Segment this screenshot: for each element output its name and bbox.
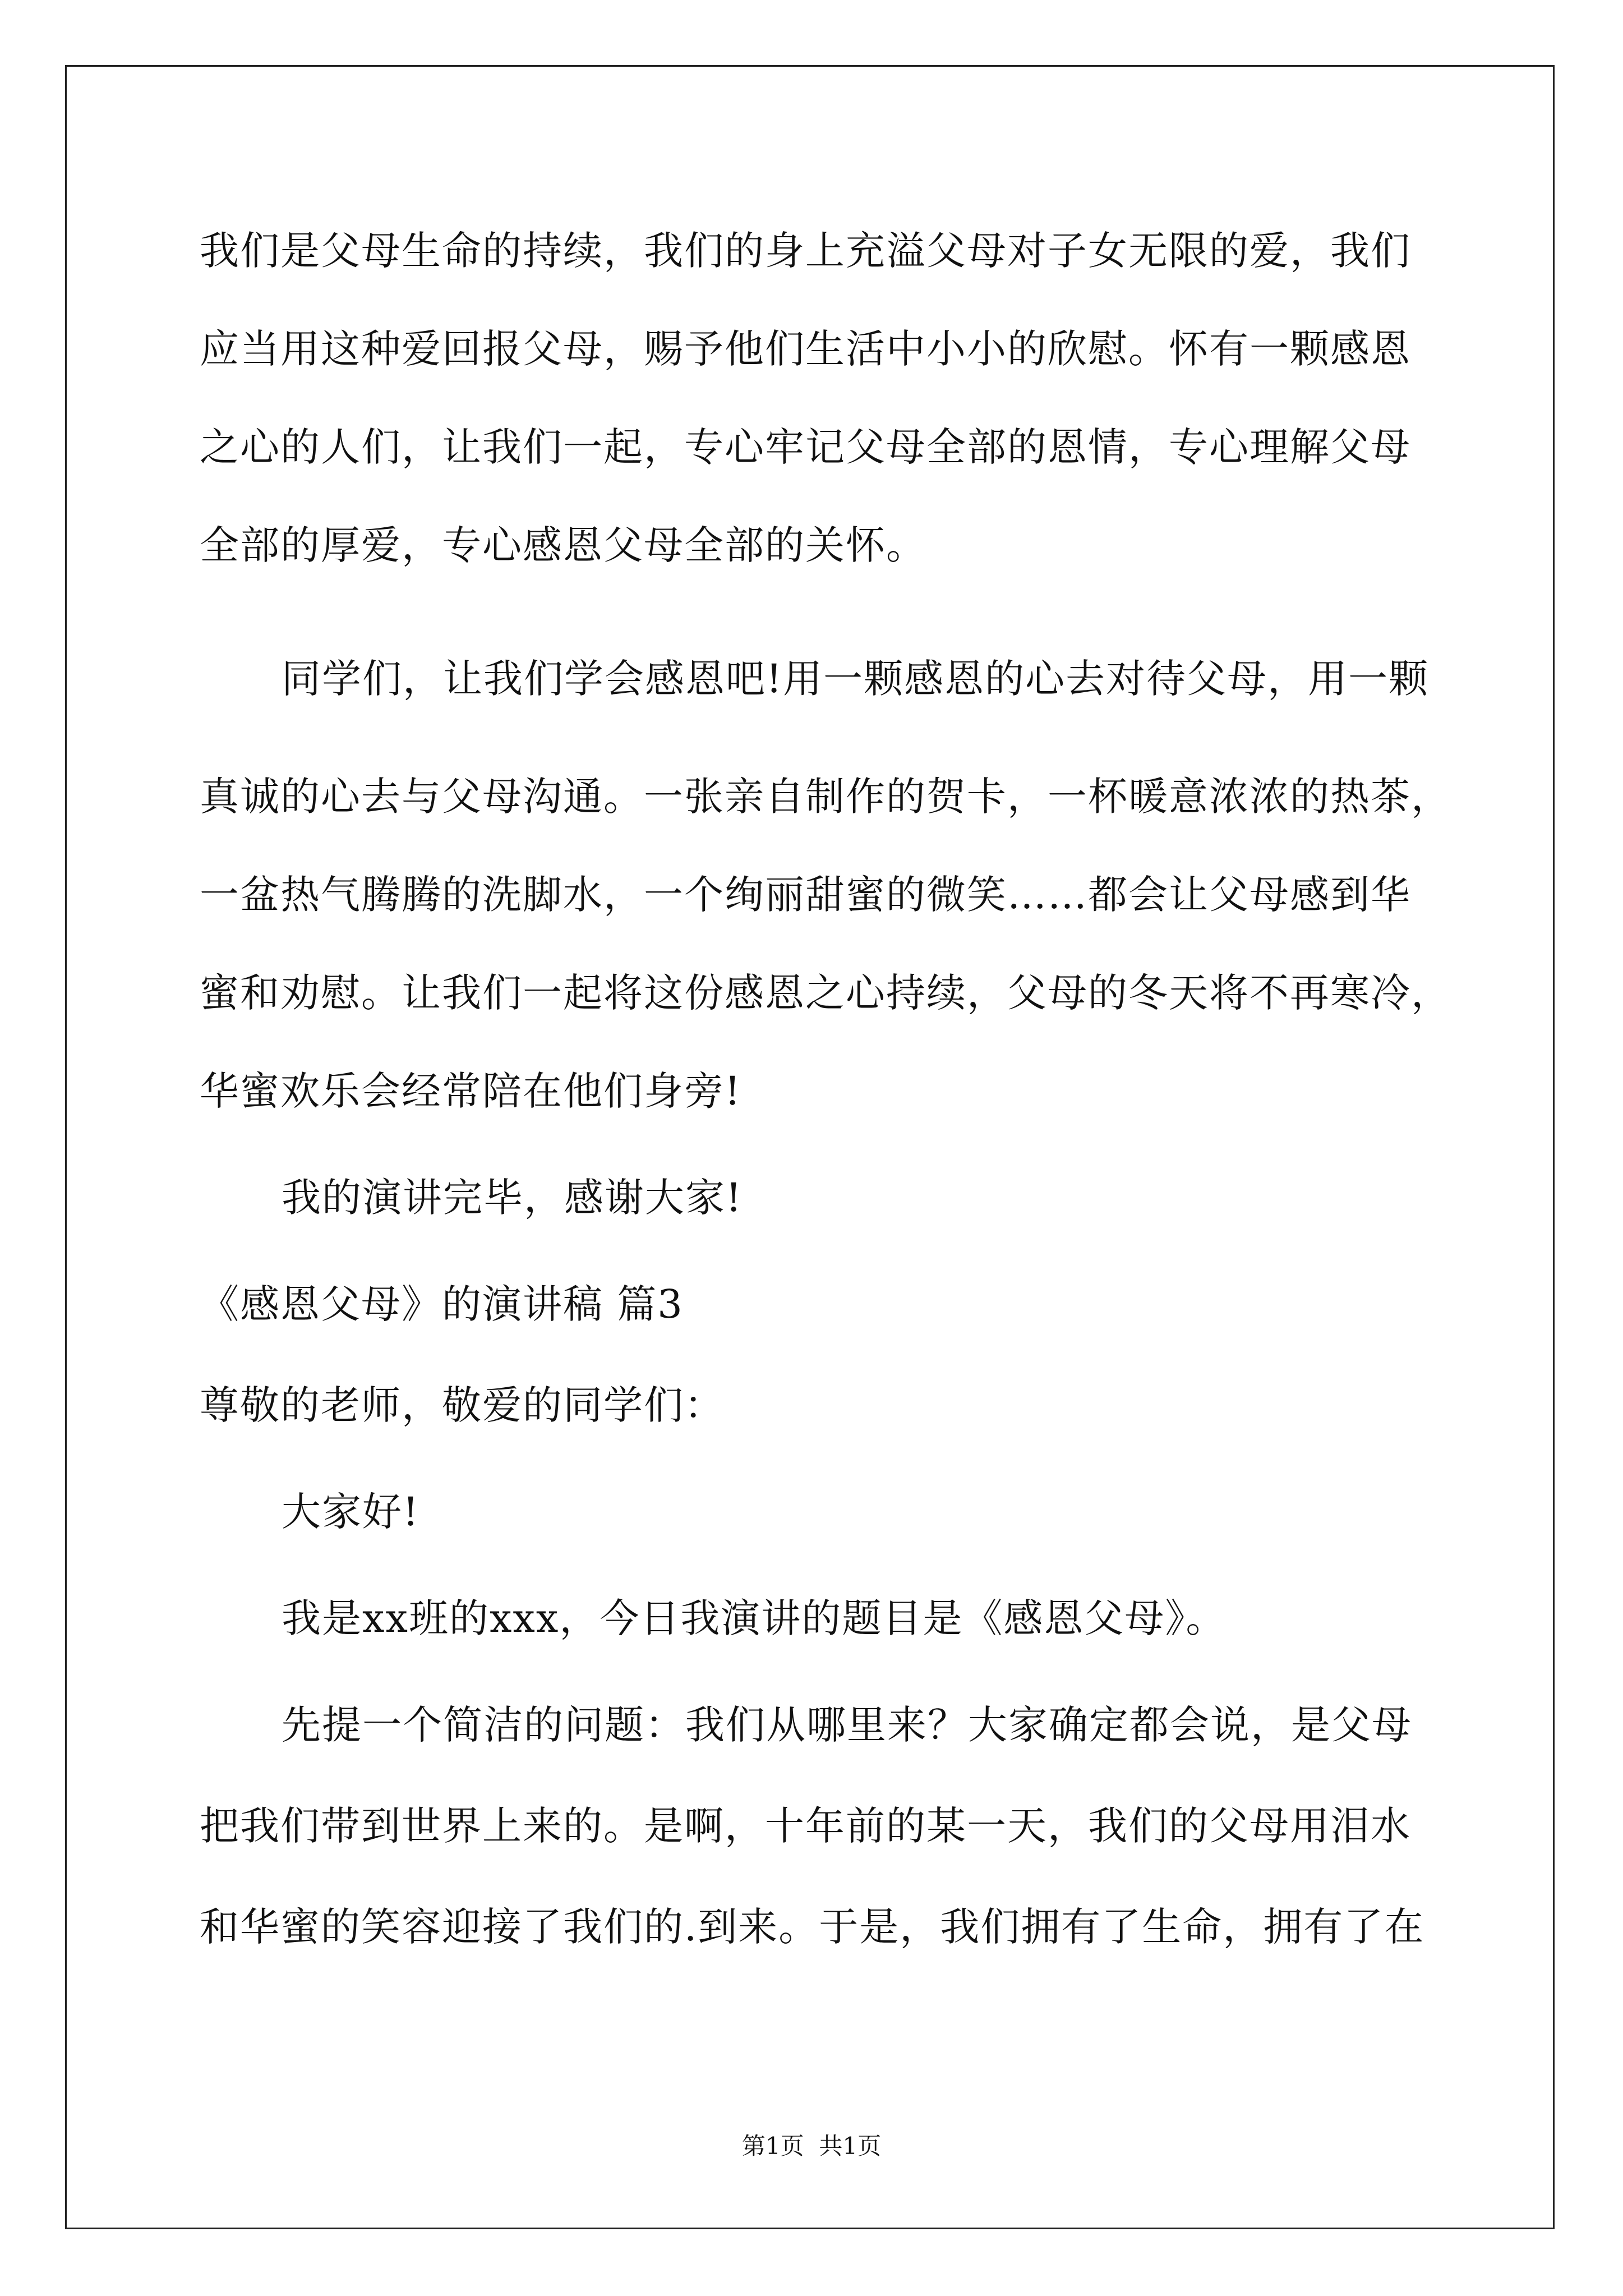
paragraph-line: 把我们带到世界上来的。是啊，十年前的某一天，我们的父母用泪水: [200, 1803, 1411, 1849]
paragraph-line: 之心的人们，让我们一起，专心牢记父母全部的恩情，专心理解父母: [200, 424, 1411, 470]
paragraph-line: 和华蜜的笑容迎接了我们的.到来。于是，我们拥有了生命，拥有了在: [200, 1904, 1425, 1950]
paragraph-line: 真诚的心去与父母沟通。一张亲自制作的贺卡，一杯暖意浓浓的热茶，: [200, 774, 1451, 820]
paragraph-line: 我们是父母生命的持续，我们的身上充溢父母对子女无限的爱，我们: [200, 228, 1411, 274]
paragraph-line: 应当用这种爱回报父母，赐予他们生活中小小的欣慰。怀有一颗感恩: [200, 326, 1411, 372]
paragraph-line: 一盆热气腾腾的洗脚水，一个绚丽甜蜜的微笑……都会让父母感到华: [200, 872, 1411, 918]
page-number-footer: 第1页 共1页: [741, 2132, 882, 2160]
salutation: 尊敬的老师，敬爱的同学们：: [200, 1382, 725, 1428]
greeting: 大家好!: [282, 1489, 420, 1535]
paragraph-line: 蜜和劝慰。让我们一起将这份感恩之心持续，父母的冬天将不再寒冷，: [200, 970, 1451, 1016]
section-heading: 《感恩父母》的演讲稿 篇3: [200, 1281, 684, 1327]
paragraph-line: 全部的厚爱，专心感恩父母全部的关怀。: [200, 522, 926, 568]
closing-line: 我的演讲完毕，感谢大家!: [282, 1175, 743, 1221]
paragraph-line: 先提一个简洁的问题：我们从哪里来？大家确定都会说，是父母: [282, 1702, 1412, 1748]
paragraph-line: 华蜜欢乐会经常陪在他们身旁!: [200, 1068, 742, 1114]
paragraph-line: 同学们，让我们学会感恩吧!用一颗感恩的心去对待父母，用一颗: [282, 656, 1430, 702]
paragraph-line: 我是xx班的xxx，今日我演讲的题目是《感恩父母》。: [282, 1595, 1227, 1641]
